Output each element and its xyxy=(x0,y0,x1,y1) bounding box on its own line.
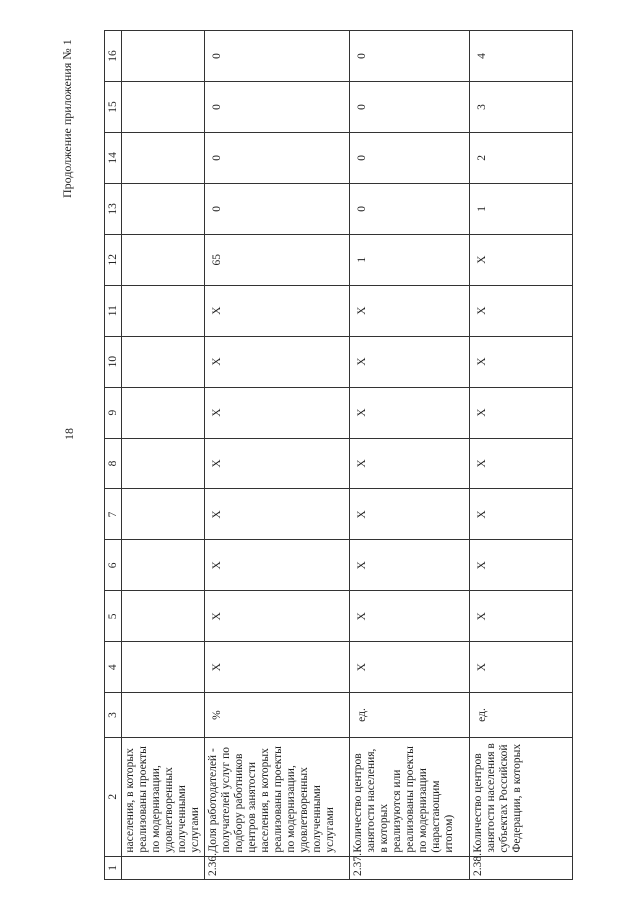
column-number: 1 xyxy=(105,856,122,879)
table-row xyxy=(470,31,573,880)
value-cell xyxy=(122,234,205,285)
unit-cell: ед. xyxy=(470,693,573,738)
value-cell xyxy=(122,489,205,540)
value-cell xyxy=(122,438,205,489)
table-row xyxy=(122,31,205,880)
indicator-name: населения, в которых реализованы проекты по модернизации, удовлетворенных полученными услугами xyxy=(122,737,205,856)
value-cell: X xyxy=(350,285,470,336)
column-number-row xyxy=(105,31,122,880)
value-cell: X xyxy=(470,642,573,693)
value-cell: X xyxy=(470,489,573,540)
column-number: 8 xyxy=(105,438,122,489)
value-cell: X xyxy=(470,234,573,285)
value-cell xyxy=(122,285,205,336)
value-cell: X xyxy=(350,642,470,693)
column-number: 16 xyxy=(105,31,122,82)
value-cell: X xyxy=(205,387,350,438)
value-cell: 0 xyxy=(205,183,350,234)
value-cell xyxy=(122,336,205,387)
value-cell xyxy=(122,183,205,234)
value-cell: X xyxy=(205,642,350,693)
row-number: 2.36. xyxy=(205,856,350,879)
column-number: 6 xyxy=(105,540,122,591)
indicators-table xyxy=(104,30,573,880)
unit-cell xyxy=(122,693,205,738)
value-cell xyxy=(122,132,205,183)
value-cell: X xyxy=(350,591,470,642)
value-cell: X xyxy=(470,336,573,387)
value-cell: X xyxy=(350,489,470,540)
value-cell: X xyxy=(350,540,470,591)
row-number: 2.37. xyxy=(350,856,470,879)
value-cell: 0 xyxy=(350,132,470,183)
value-cell: 0 xyxy=(205,31,350,82)
column-number: 14 xyxy=(105,132,122,183)
column-number: 13 xyxy=(105,183,122,234)
unit-cell: % xyxy=(205,693,350,738)
column-number: 9 xyxy=(105,387,122,438)
value-cell: X xyxy=(470,387,573,438)
column-number: 11 xyxy=(105,285,122,336)
column-number: 10 xyxy=(105,336,122,387)
value-cell: X xyxy=(470,285,573,336)
value-cell xyxy=(122,81,205,132)
column-number: 15 xyxy=(105,81,122,132)
value-cell: 1 xyxy=(470,183,573,234)
value-cell xyxy=(122,591,205,642)
column-number: 5 xyxy=(105,591,122,642)
value-cell: X xyxy=(350,438,470,489)
value-cell: 2 xyxy=(470,132,573,183)
column-number: 7 xyxy=(105,489,122,540)
value-cell: 1 xyxy=(350,234,470,285)
value-cell: X xyxy=(205,540,350,591)
value-cell: X xyxy=(205,489,350,540)
continuation-note: Продолжение приложения № 1 xyxy=(60,39,74,198)
value-cell: 65 xyxy=(205,234,350,285)
value-cell xyxy=(122,387,205,438)
value-cell: 3 xyxy=(470,81,573,132)
indicator-name: Доля работодателей - получателей услуг по подбору работников центров занятости населения, в которых реализованы проекты по модернизации, удовлетворенных полученными услугами xyxy=(205,737,350,856)
table-row xyxy=(350,31,470,880)
value-cell xyxy=(122,642,205,693)
page-number: 18 xyxy=(62,428,76,440)
column-number: 3 xyxy=(105,693,122,738)
column-number: 12 xyxy=(105,234,122,285)
table-body xyxy=(122,31,573,880)
column-number: 2 xyxy=(105,737,122,856)
value-cell xyxy=(122,31,205,82)
value-cell: X xyxy=(205,285,350,336)
row-number: 2.38. xyxy=(470,856,573,879)
column-number: 4 xyxy=(105,642,122,693)
row-number xyxy=(122,856,205,879)
value-cell xyxy=(122,540,205,591)
value-cell: X xyxy=(205,336,350,387)
indicator-name: Количество центров занятости населения в субъектах Российской Федерации, в которых xyxy=(470,737,573,856)
value-cell: X xyxy=(205,438,350,489)
table-region xyxy=(104,30,560,880)
value-cell: 0 xyxy=(350,81,470,132)
value-cell: 4 xyxy=(470,31,573,82)
value-cell: 0 xyxy=(350,183,470,234)
table-row xyxy=(205,31,350,880)
value-cell: 0 xyxy=(205,132,350,183)
value-cell: X xyxy=(470,438,573,489)
value-cell: X xyxy=(205,591,350,642)
value-cell: X xyxy=(350,387,470,438)
indicator-name: Количество центров занятости населения, в которых реализуются или реализованы проекты по модернизации (нарастающим итогом) xyxy=(350,737,470,856)
value-cell: 0 xyxy=(350,31,470,82)
value-cell: X xyxy=(470,591,573,642)
value-cell: 0 xyxy=(205,81,350,132)
value-cell: X xyxy=(350,336,470,387)
unit-cell: ед. xyxy=(350,693,470,738)
value-cell: X xyxy=(470,540,573,591)
